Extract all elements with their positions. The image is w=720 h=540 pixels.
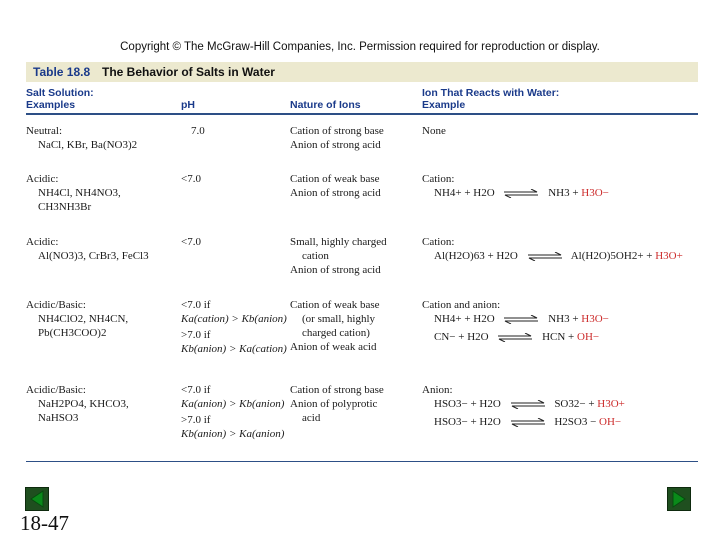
header-ph: pH [181, 99, 195, 111]
row-3-nature: Small, highly charged cation Anion of strong acid [290, 236, 387, 276]
table-top-rule [26, 113, 698, 115]
row-3-ion: Cation: Al(H2O)63 + H2O Al(H2O)5OH2+ + H3O+ [422, 236, 683, 262]
row-2-solution: Acidic: NH4Cl, NH4NO3, CH3NH3Br [26, 173, 121, 213]
equation: HSO3− + H2O SO32− + H3O+ [434, 398, 625, 410]
header-nature-of-ions: Nature of Ions [290, 99, 361, 111]
copyright-notice: Copyright © The McGraw-Hill Companies, Inc. Permission required for reproduction or display. [120, 41, 600, 53]
table-number: Table 18.8 [33, 65, 91, 79]
equation: NH4+ + H2O NH3 + H3O− [434, 187, 609, 199]
row-4-ph: <7.0 if Ka(cation) > Kb(anion) >7.0 if Kb(anion) > Ka(cation) [181, 299, 287, 355]
triangle-right-icon [668, 488, 690, 510]
row-2-ion: Cation: NH4+ + H2O NH3 + H3O− [422, 173, 609, 199]
equation: Al(H2O)63 + H2O Al(H2O)5OH2+ + H3O+ [434, 250, 683, 262]
row-3-ph: <7.0 [181, 236, 201, 248]
equilibrium-arrow-icon [503, 189, 539, 198]
row-1-ph: 7.0 [191, 125, 205, 137]
row-4-nature: Cation of weak base (or small, highly charged cation) Anion of weak acid [290, 299, 380, 353]
row-4-solution: Acidic/Basic: NH4ClO2, NH4CN, Pb(CH3COO)2 [26, 299, 129, 339]
row-4-ion: Cation and anion: NH4+ + H2O NH3 + H3O− CN− + H2O HCN + OH− [422, 299, 609, 343]
previous-slide-button[interactable] [25, 487, 49, 511]
equilibrium-arrow-icon [503, 315, 539, 324]
next-slide-button[interactable] [667, 487, 691, 511]
equilibrium-arrow-icon [510, 400, 546, 409]
header-ion-reacts: Ion That Reacts with Water: Example [422, 87, 560, 111]
equilibrium-arrow-icon [510, 418, 546, 427]
row-2-ph: <7.0 [181, 173, 201, 185]
row-5-solution: Acidic/Basic: NaH2PO4, KHCO3, NaHSO3 [26, 384, 129, 424]
row-3-solution: Acidic: Al(NO3)3, CrBr3, FeCl3 [26, 236, 149, 262]
header-salt-solution: Salt Solution: Examples [26, 87, 94, 111]
row-5-nature: Cation of strong base Anion of polyprotic acid [290, 384, 384, 424]
row-2-nature: Cation of weak base Anion of strong acid [290, 173, 381, 199]
equilibrium-arrow-icon [497, 333, 533, 342]
row-1-solution: Neutral: NaCl, KBr, Ba(NO3)2 [26, 125, 138, 151]
equilibrium-arrow-icon [527, 252, 563, 261]
row-5-ion: Anion: HSO3− + H2O SO32− + H3O+ HSO3− + H2O H2SO3 − OH− [422, 384, 625, 428]
row-5-ph: <7.0 if Ka(anion) > Kb(anion) >7.0 if Kb(anion) > Ka(anion) [181, 384, 285, 440]
table-title-bar [26, 62, 698, 82]
table-title: The Behavior of Salts in Water [102, 65, 275, 79]
row-1-nature: Cation of strong base Anion of strong acid [290, 125, 384, 151]
equation: CN− + H2O HCN + OH− [434, 331, 600, 343]
equation: HSO3− + H2O H2SO3 − OH− [434, 416, 622, 428]
table-bottom-rule [26, 461, 698, 462]
page-number: 18-47 [20, 511, 69, 535]
row-1-ion: None [422, 125, 446, 137]
triangle-left-icon [26, 488, 48, 510]
equation: NH4+ + H2O NH3 + H3O− [434, 313, 609, 325]
